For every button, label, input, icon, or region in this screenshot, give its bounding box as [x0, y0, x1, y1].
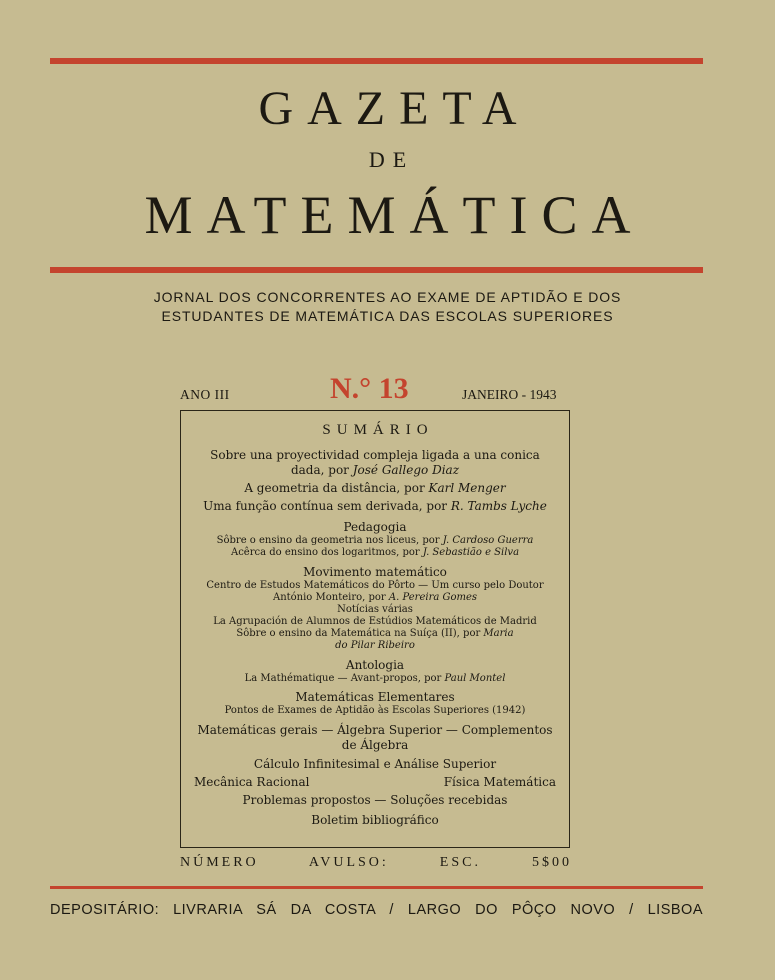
depositario-line: DEPOSITÁRIO: LIVRARIA SÁ DA COSTA / LARGO DO PÔÇO NOVO / LISBOA — [50, 902, 703, 918]
elementares-item-1: Pontos de Exames de Aptidão às Escolas Superiores (1942) — [224, 705, 526, 716]
pedagogia-item-1-author: J. Cardoso Guerra — [442, 535, 534, 546]
movimento-item-6 — [188, 640, 562, 652]
pedagogia-item-2-title: Acêrca do ensino dos logaritmos, por — [230, 547, 423, 558]
section-boletim: Boletim bibliográfico — [311, 813, 439, 827]
movimento-item-2-author: A. Pereira Gomes — [388, 592, 478, 603]
movimento-item-5-author: Maria — [483, 628, 514, 639]
article-3-title: Uma função contínua sem derivada, por — [203, 499, 451, 513]
pedagogia-item-1 — [188, 535, 562, 547]
section-gerais-line-1: Matemáticas gerais — Álgebra Superior — Complementos — [197, 723, 553, 737]
issue-number: N.° 13 — [330, 372, 409, 405]
section-elementares: Matemáticas Elementares — [295, 690, 455, 704]
section-problemas: Problemas propostos — Soluções recebidas — [242, 793, 508, 807]
pedagogia-item-2 — [188, 547, 562, 559]
subtitle-line-2: ESTUDANTES DE MATEMÁTICA DAS ESCOLAS SUPERIORES — [161, 308, 614, 324]
section-calculo: Cálculo Infinitesimal e Análise Superior — [253, 757, 497, 771]
pedagogia-item-1-title: Sôbre o ensino da geometria nos liceus, por — [216, 535, 443, 546]
article-2-title: A geometria da distância, por — [244, 481, 429, 495]
section-gerais-line-2: de Álgebra — [341, 738, 409, 752]
article-2 — [188, 481, 562, 496]
movimento-item-5-title: Sôbre o ensino da Matemática na Suíça (II), por — [236, 628, 484, 639]
section-pedagogia: Pedagogia — [343, 520, 407, 534]
movimento-item-5 — [188, 628, 562, 640]
volume-label: ANO III — [180, 387, 230, 402]
summary-contents — [188, 448, 562, 828]
bottom-rule — [50, 886, 703, 889]
subtitle-line-1: JORNAL DOS CONCORRENTES AO EXAME DE APTIDÃO E DOS — [153, 289, 622, 305]
article-1-by: dada, por — [290, 463, 353, 477]
section-movimento: Movimento matemático — [303, 565, 447, 579]
title-matematica: MATEMÁTICA — [144, 185, 645, 245]
section-antologia: Antologia — [345, 658, 405, 672]
movimento-item-2 — [188, 592, 562, 604]
section-fisica: Física Matemática — [443, 775, 556, 789]
price-line: NÚMERO AVULSO: ESC. 5$00 — [180, 855, 572, 870]
article-2-author: Karl Menger — [428, 481, 506, 495]
movimento-item-3: Notícias várias — [337, 604, 413, 615]
antologia-item-1 — [188, 673, 562, 685]
issue-date: JANEIRO - 1943 — [462, 387, 557, 402]
article-1-line-2 — [188, 463, 562, 478]
summary-title: SUMÁRIO — [322, 422, 434, 438]
antologia-item-1-title: La Mathématique — Avant-propos, por — [244, 673, 445, 684]
section-mecanica-fisica — [188, 775, 562, 790]
movimento-item-2-title: António Monteiro, por — [272, 592, 389, 603]
article-1-line-1: Sobre una proyectividad compleja ligada a una conica — [210, 448, 540, 462]
middle-rule — [50, 267, 703, 273]
subtitle — [0, 288, 775, 326]
article-1-author: José Gallego Diaz — [352, 463, 460, 477]
title-de: DE — [368, 147, 415, 172]
article-3-author: R. Tambs Lyche — [450, 499, 547, 513]
title-gazeta: GAZETA — [258, 82, 531, 135]
top-rule — [50, 58, 703, 64]
antologia-item-1-author: Paul Montel — [444, 673, 506, 684]
pedagogia-item-2-author: J. Sebastião e Silva — [422, 547, 520, 558]
section-mecanica: Mecânica Racional — [194, 775, 310, 789]
article-3 — [188, 499, 562, 514]
movimento-item-1: Centro de Estudos Matemáticos do Pôrto — Um curso pelo Doutor — [206, 580, 544, 591]
movimento-item-4: La Agrupación de Alumnos de Estúdios Matemáticos de Madrid — [213, 616, 537, 627]
movimento-item-6-author: do Pilar Ribeiro — [335, 640, 415, 651]
